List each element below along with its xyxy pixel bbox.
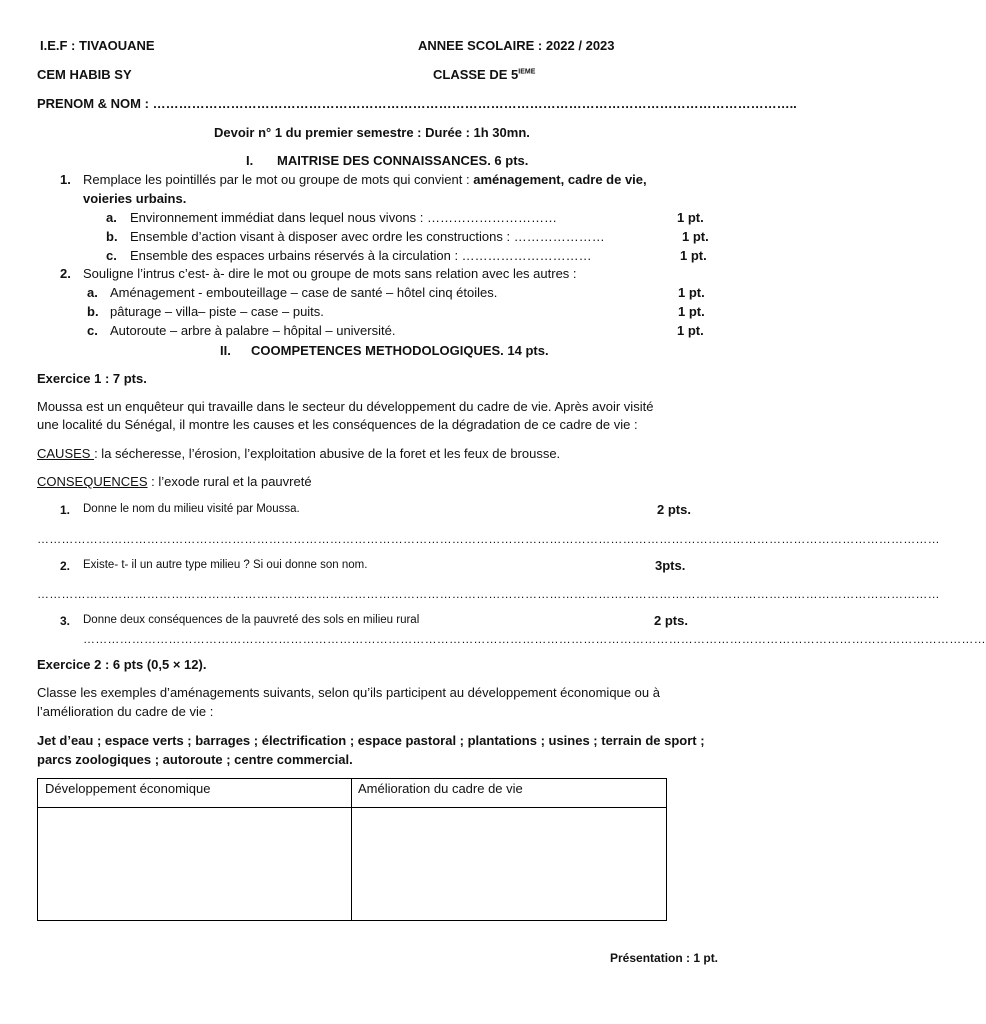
q1-item-c-letter: c.	[106, 248, 117, 263]
q1-text	[83, 172, 647, 187]
classification-table	[37, 778, 667, 921]
causes-text: : la sécheresse, l’érosion, l’exploitation abusive de la foret et les feux de brousse.	[94, 446, 561, 461]
ex1-q3-answer-line[interactable]: ……………………………………………………………………………………………………………………………………………………………………………………………………	[83, 632, 986, 646]
name-label: PRENOM & NOM :	[37, 96, 153, 111]
school-name: CEM HABIB SY	[37, 67, 132, 82]
q2-item-b-pts: 1 pt.	[678, 304, 705, 319]
table-header-economic: Développement économique	[45, 781, 211, 796]
q1-item-a-text: Environnement immédiat dans lequel nous vivons : …………………………	[130, 210, 557, 225]
ex1-q3-number: 3.	[60, 614, 71, 628]
ex1-q2-number: 2.	[60, 559, 71, 573]
q2-item-a-letter: a.	[87, 285, 98, 300]
class-label-sup: IEME	[518, 68, 536, 76]
part1-roman: I.	[246, 153, 254, 168]
table-cell-economic[interactable]	[38, 808, 351, 921]
q1-item-b-pts: 1 pt.	[682, 229, 709, 244]
class-label-text: CLASSE DE 5	[433, 67, 519, 82]
ex1-para-line2: une localité du Sénégal, il montre les causes et les conséquences de la dégradation de ce cadre de vie :	[37, 417, 638, 432]
part2-roman: II.	[220, 343, 231, 358]
ex2-list-line2: parcs zoologiques ; autoroute ; centre commercial.	[37, 752, 353, 767]
consequences-text: : l’exode rural et la pauvreté	[147, 474, 312, 489]
ex2-list-line1: Jet d’eau ; espace verts ; barrages ; électrification ; espace pastoral ; plantations ; usines ; terrain de sport ;	[37, 733, 705, 748]
ex1-q2-answer-line[interactable]: ……………………………………………………………………………………………………………………………………………………………………………………………………	[37, 587, 940, 601]
name-dots: …………………………………………………………………………………………………………………………………..	[152, 96, 797, 111]
consequences-label: CONSEQUENCES	[37, 474, 148, 489]
q2-item-b-letter: b.	[87, 304, 99, 319]
causes-label: CAUSES	[37, 446, 95, 461]
q1-item-a-letter: a.	[106, 210, 117, 225]
ex2-para-line1: Classe les exemples d’aménagements suivants, selon qu’ils participent au développement économique ou à	[37, 685, 660, 700]
ex1-q1-number: 1.	[60, 503, 71, 517]
q2-item-b-text: pâturage – villa– piste – case – puits.	[110, 304, 324, 319]
class-label	[433, 67, 535, 82]
ex1-q1-text: Donne le nom du milieu visité par Moussa.	[83, 503, 300, 515]
q2-item-c-letter: c.	[87, 323, 98, 338]
part2-title: COOMPETENCES METHODOLOGIQUES. 14 pts.	[251, 343, 549, 358]
ex2-para-line2: l’amélioration du cadre de vie :	[37, 704, 214, 719]
q1-item-b-letter: b.	[106, 229, 118, 244]
consequences-line	[37, 474, 312, 489]
part1-title: MAITRISE DES CONNAISSANCES. 6 pts.	[277, 153, 529, 168]
q1-text-bold-2: voieries urbains.	[83, 191, 187, 206]
ex1-q3-pts: 2 pts.	[654, 613, 688, 628]
ex1-q1-answer-line[interactable]: ……………………………………………………………………………………………………………………………………………………………………………………………………	[37, 532, 940, 546]
q2-item-a-text: Aménagement - embouteillage – case de santé – hôtel cinq étoiles.	[110, 285, 498, 300]
ief-label: I.E.F : TIVAOUANE	[40, 38, 155, 53]
ex1-q2-pts: 3pts.	[655, 558, 686, 573]
ex2-title: Exercice 2 : 6 pts (0,5 × 12).	[37, 657, 207, 672]
q1-item-a-pts: 1 pt.	[677, 210, 704, 225]
ex1-q1-pts: 2 pts.	[657, 502, 691, 517]
devoir-title: Devoir n° 1 du premier semestre : Durée : 1h 30mn.	[214, 125, 530, 140]
q1-text-bold: aménagement, cadre de vie,	[473, 172, 647, 187]
q2-text: Souligne l’intrus c’est- à- dire le mot ou groupe de mots sans relation avec les autres :	[83, 266, 577, 281]
q2-item-c-text: Autoroute – arbre à palabre – hôpital – université.	[110, 323, 396, 338]
q2-number: 2.	[60, 266, 71, 281]
q1-item-c-text: Ensemble des espaces urbains réservés à la circulation : …………………………	[130, 248, 592, 263]
school-year: ANNEE SCOLAIRE : 2022 / 2023	[418, 38, 615, 53]
ex1-q3-text: Donne deux conséquences de la pauvreté des sols en milieu rural	[83, 614, 420, 626]
ex1-title: Exercice 1 : 7 pts.	[37, 371, 147, 386]
table-header-living: Amélioration du cadre de vie	[358, 781, 523, 796]
presentation-points: Présentation : 1 pt.	[610, 951, 719, 965]
name-line	[37, 96, 797, 111]
ex1-q2-text: Existe- t- il un autre type milieu ? Si oui donne son nom.	[83, 559, 368, 571]
q1-item-b-text: Ensemble d’action visant à disposer avec ordre les constructions : …………………	[130, 229, 605, 244]
ex1-para-line1: Moussa est un enquêteur qui travaille dans le secteur du développement du cadre de vie. Après avoir visité	[37, 399, 654, 414]
q2-item-c-pts: 1 pt.	[677, 323, 704, 338]
q1-item-c-pts: 1 pt.	[680, 248, 707, 263]
q1-text-plain: Remplace les pointillés par le mot ou groupe de mots qui convient :	[83, 172, 474, 187]
q2-item-a-pts: 1 pt.	[678, 285, 705, 300]
causes-line	[37, 446, 560, 461]
q1-number: 1.	[60, 172, 71, 187]
table-cell-living[interactable]	[352, 808, 666, 921]
